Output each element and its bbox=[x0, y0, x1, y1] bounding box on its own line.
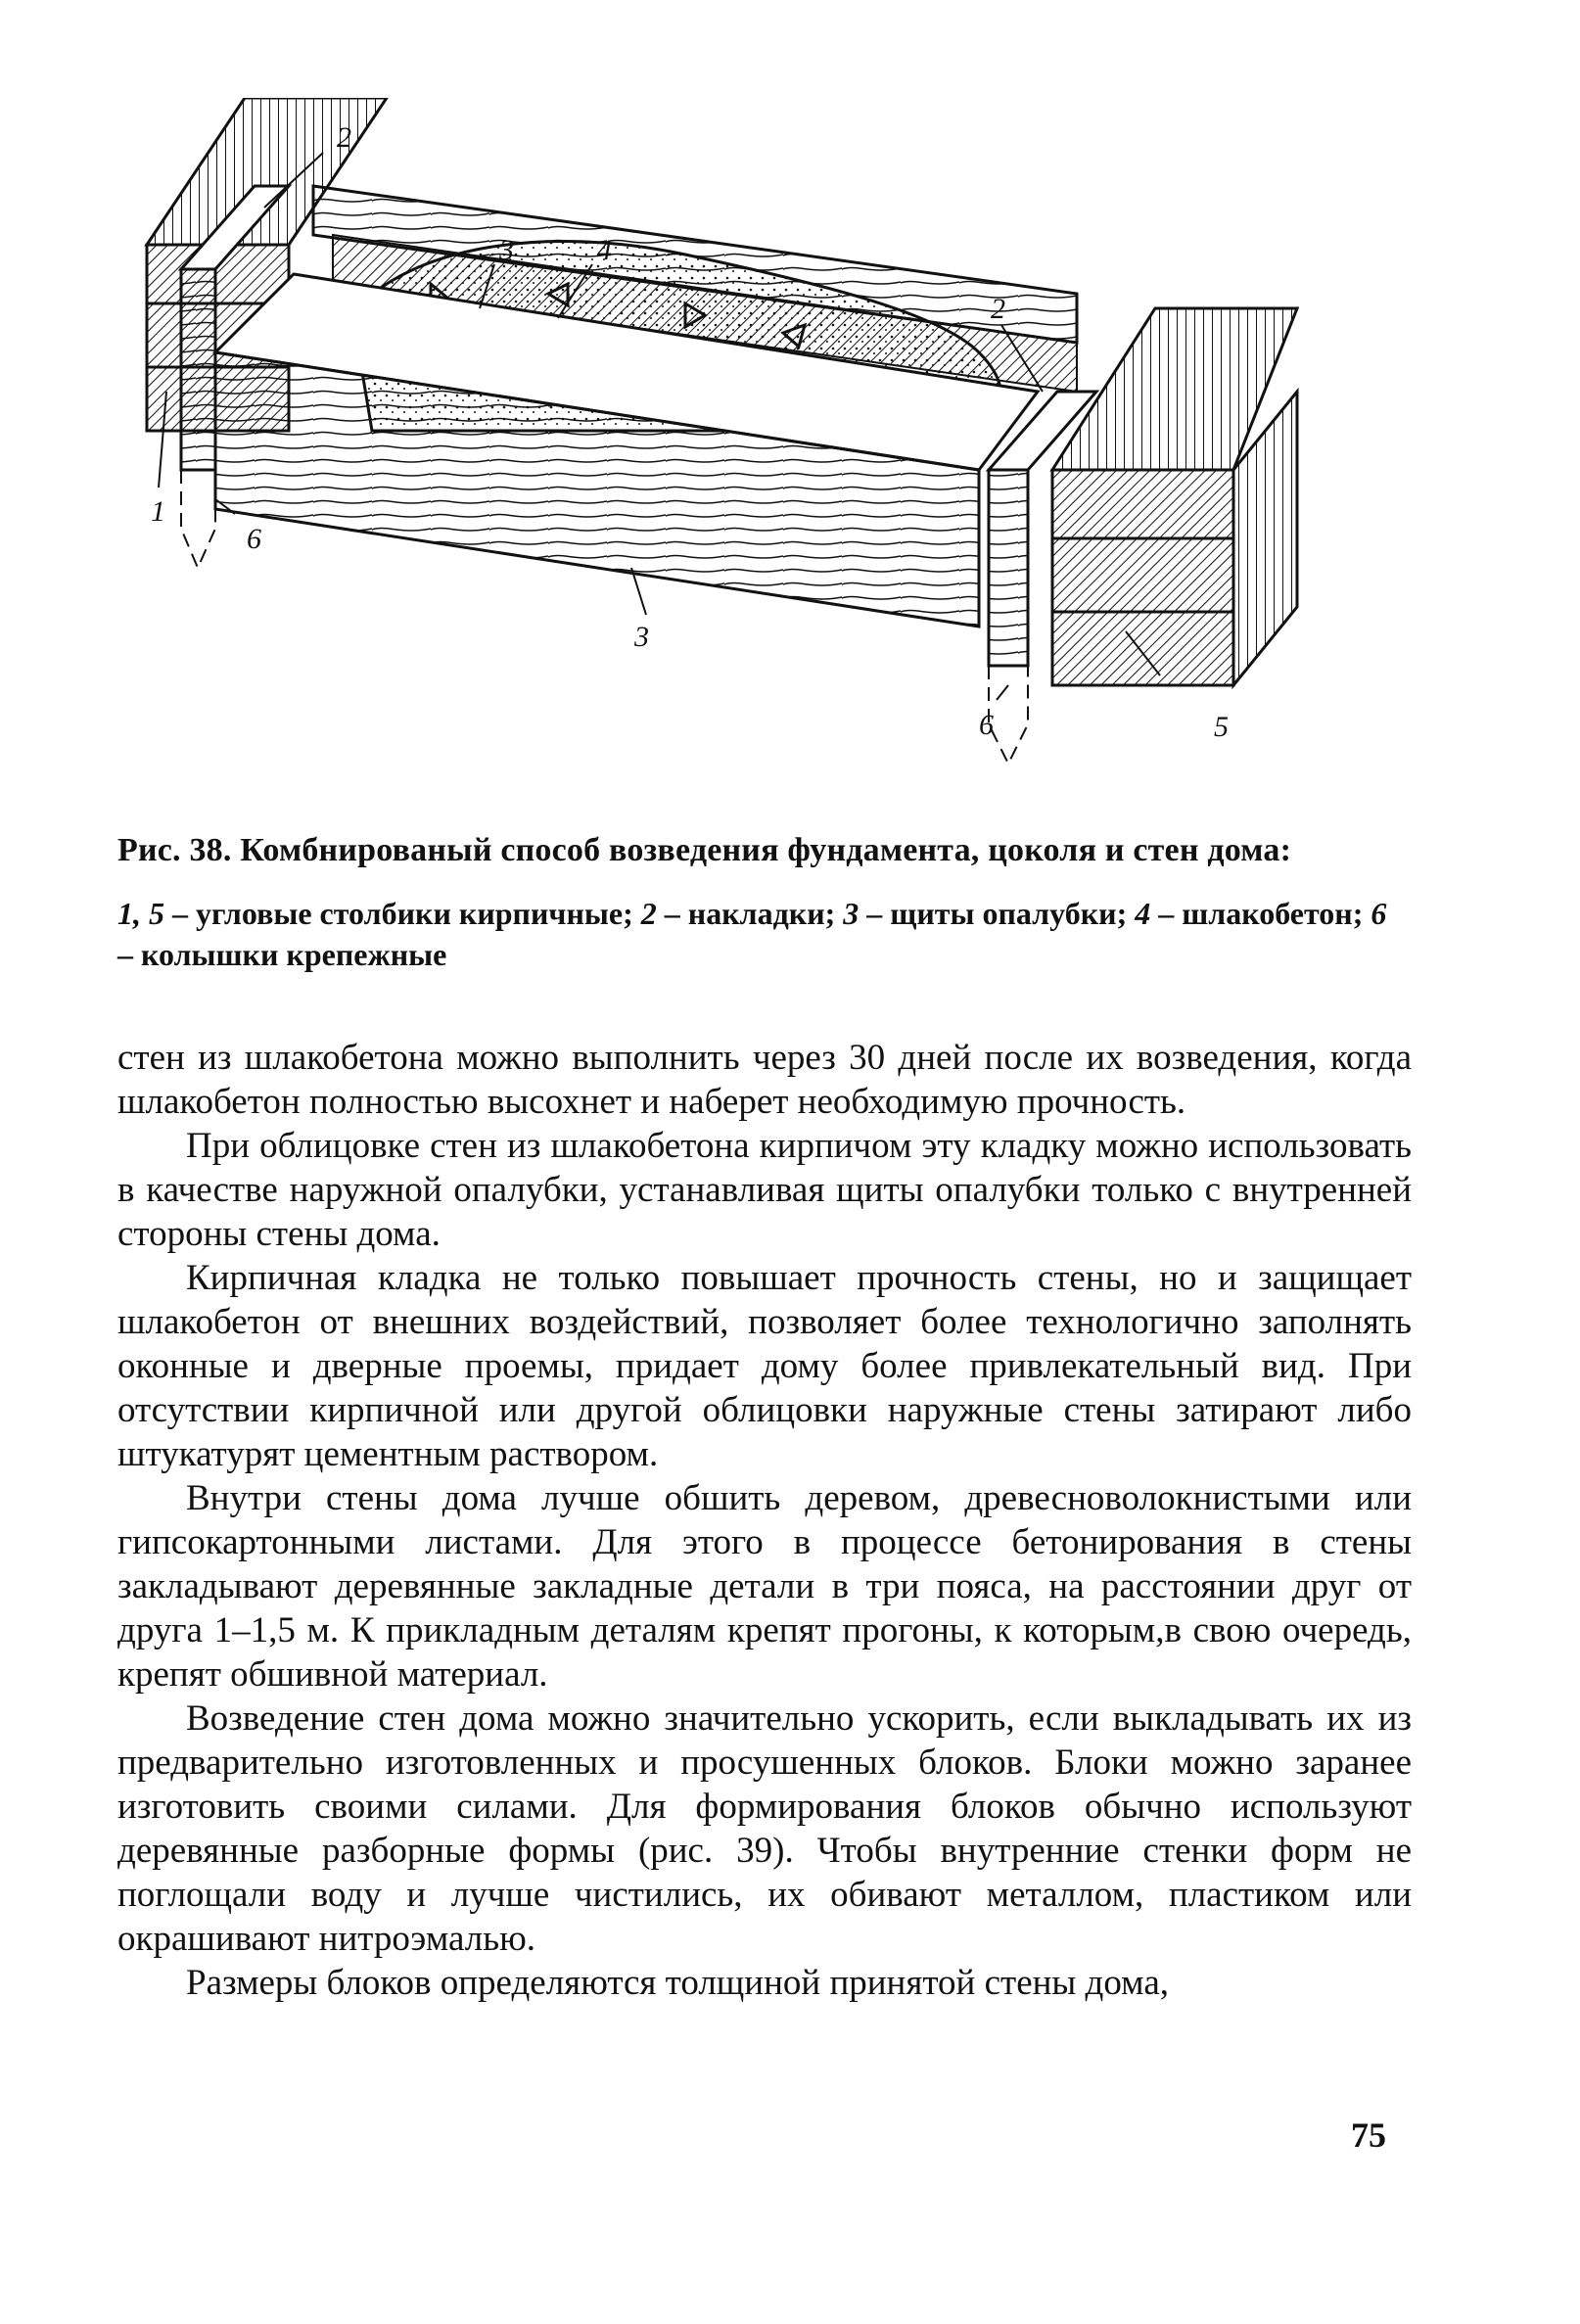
page-number: 75 bbox=[1351, 2115, 1386, 2155]
legend-text-6: – колышки крепежные bbox=[117, 937, 447, 972]
legend-text-1-5: – угловые столбики кирпичные; bbox=[164, 896, 641, 931]
legend-num-1-5: 1, 5 bbox=[117, 896, 164, 931]
legend-text-4: – шлакобетон; bbox=[1150, 896, 1371, 931]
paragraph-3: Кирпичная кладка не только повышает прочность стены, но и защищает шлакобетон от внешних воздействий, позволяет более технологично заполнять оконные и дверные проемы, придает дому более привлекательный вид. При отсутствии кирпичной или другой облицовки наружные стены затирают либо штукатурят цементным раствором. bbox=[117, 1258, 1412, 1474]
paragraph-4: Внутри стены дома лучше обшить деревом, древесноволокнистыми или гипсокартонными листами. Для этого в процессе бетонирования в стены закладывают деревянные закладные детали в три пояса, на расстоянии друг от друга 1–1,5 м. К прикладным деталям крепят прогоны, к которым,в свою очередь, крепят обшивной материал. bbox=[117, 1478, 1412, 1695]
paragraph-5: Возведение стен дома можно значительно ускорить, если выкладывать их из предварительно изготовленных и просушенных блоков. Блоки можно заранее изготовить своими силами. Для формирования блоков обычно используют деревянные разборные формы (рис. 39). Чтобы внутренние стенки форм не поглощали воду и лучше чистились, их обивают металлом, пластиком или окрашивают нитроэмалью. bbox=[117, 1698, 1412, 1959]
label-4: 4 bbox=[597, 234, 612, 266]
label-2-right: 2 bbox=[991, 293, 1005, 325]
figure-legend bbox=[117, 893, 1410, 975]
label-1: 1 bbox=[151, 495, 165, 528]
legend-num-6: 6 bbox=[1371, 896, 1387, 931]
label-6-left: 6 bbox=[247, 523, 261, 555]
paragraph-6: Размеры блоков определяются толщиной принятой стены дома, bbox=[186, 1963, 1169, 2003]
legend-num-2: 2 bbox=[640, 896, 657, 931]
label-3-top: 3 bbox=[499, 234, 514, 266]
right-brick-pillar bbox=[1052, 308, 1297, 685]
legend-text-2: – накладки; bbox=[656, 896, 844, 931]
label-5: 5 bbox=[1214, 711, 1229, 743]
label-2-left: 2 bbox=[337, 121, 351, 154]
legend-num-3: 3 bbox=[843, 896, 860, 931]
body-text bbox=[117, 1036, 1412, 2005]
figure-38-formwork-illustration bbox=[137, 98, 1410, 822]
legend-num-4: 4 bbox=[1135, 896, 1151, 931]
label-3-bottom: 3 bbox=[634, 621, 649, 653]
paragraph-1: стен из шлакобетона можно выполнить через 30 дней после их возведения, когда шлакобетон полностью высохнет и наберет необходимую прочность. bbox=[117, 1038, 1412, 1122]
figure-caption-title: Рис. 38. Комбнированый способ возведения фундамента, цоколя и стен дома: bbox=[117, 832, 1292, 868]
legend-text-3: – щиты опалубки; bbox=[859, 896, 1136, 931]
paragraph-2: При облицовке стен из шлакобетона кирпичом эту кладку можно использовать в качестве наружной опалубки, устанавливая щиты опалубки только с внутренней стороны стены дома. bbox=[117, 1126, 1412, 1254]
label-6-right: 6 bbox=[979, 709, 994, 741]
